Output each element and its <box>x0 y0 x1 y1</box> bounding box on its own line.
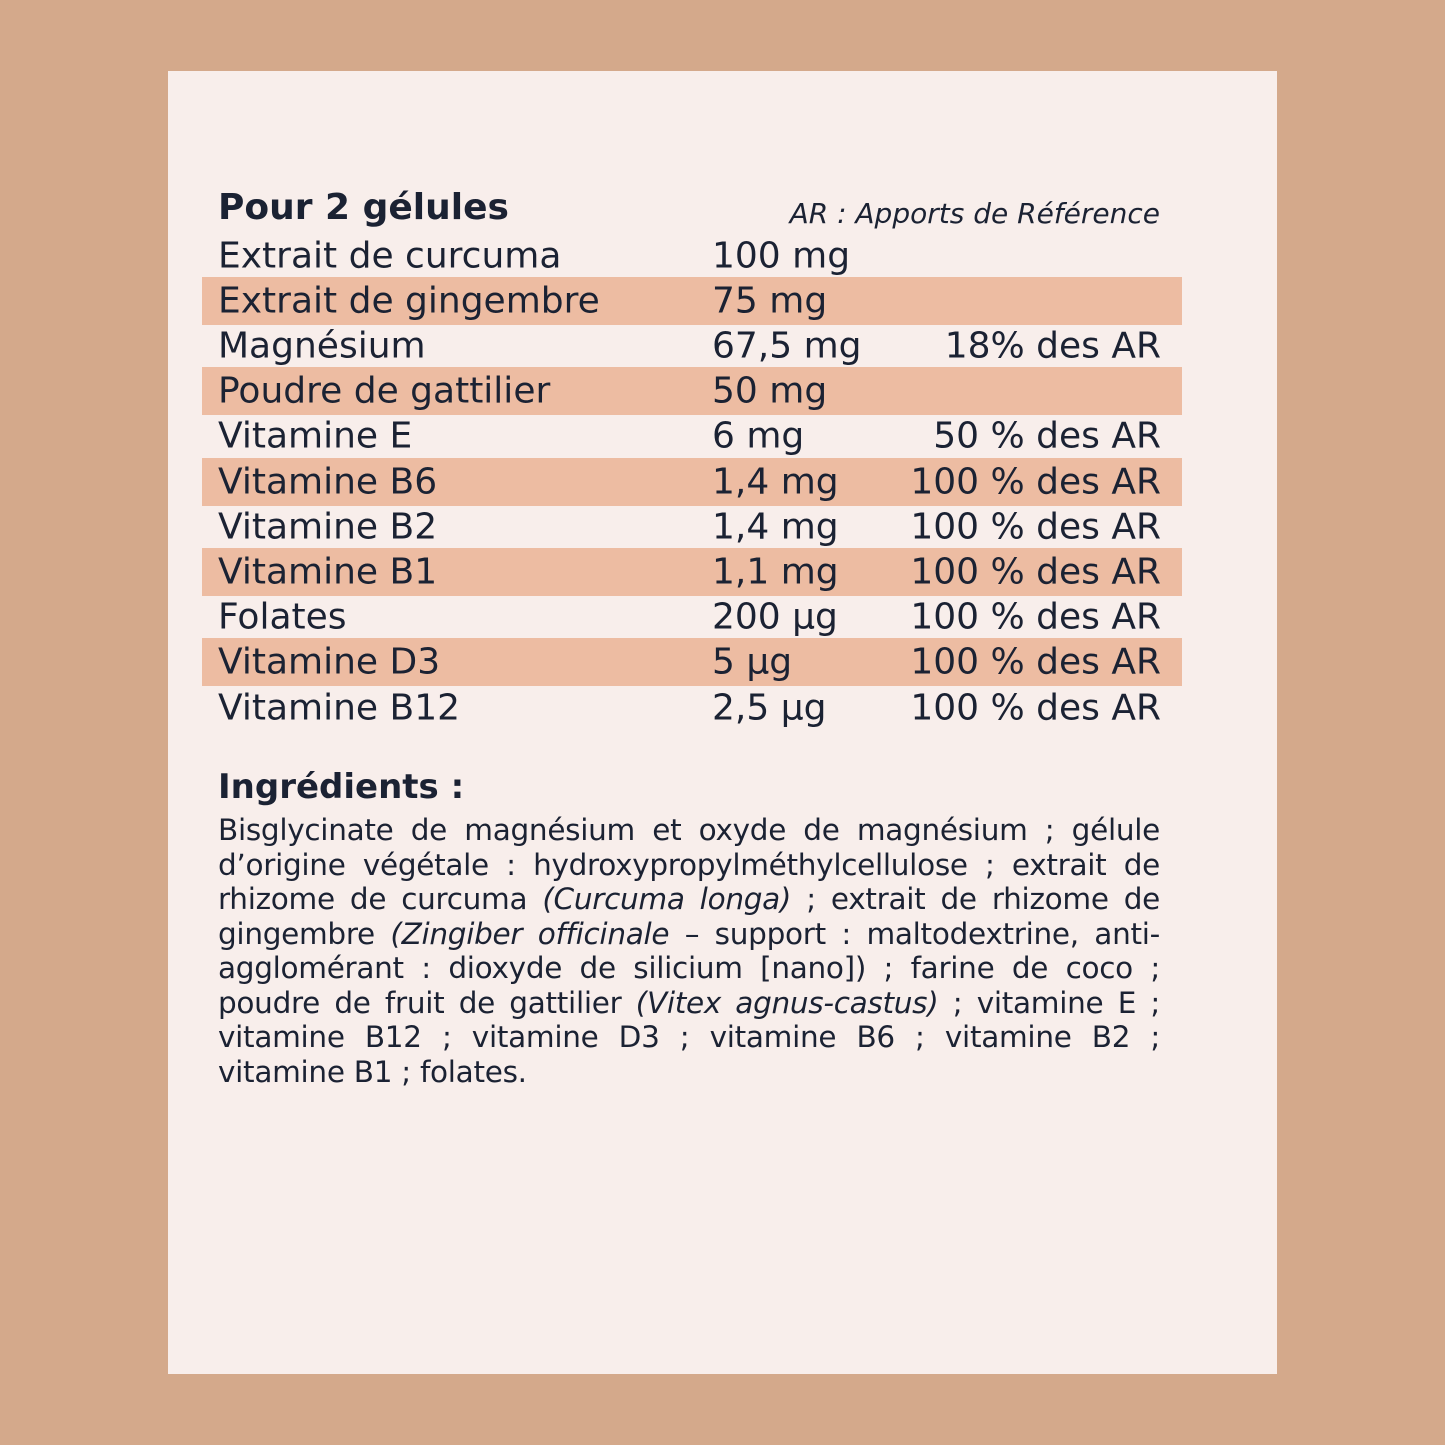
latin-name: (Curcuma longa) <box>542 882 792 916</box>
nutrient-quantity: 1,1 mg <box>712 551 839 593</box>
nutrient-reference-percent: 100 % des AR <box>910 506 1161 548</box>
nutrient-quantity: 1,4 mg <box>712 506 839 548</box>
nutrient-quantity: 5 µg <box>712 641 793 683</box>
table-header <box>218 179 1160 229</box>
nutrient-quantity: 6 mg <box>712 415 805 457</box>
table-row <box>202 504 1182 549</box>
nutrient-name: Vitamine B1 <box>218 551 438 593</box>
nutrient-quantity: 200 µg <box>712 596 838 638</box>
nutrient-quantity: 2,5 µg <box>712 687 827 729</box>
label-card <box>168 71 1277 1374</box>
nutrient-reference-percent: 100 % des AR <box>910 596 1161 638</box>
serving-title: Pour 2 gélules <box>218 187 509 228</box>
ingredients-text-part: – support : maltodextrine, anti-agglomérant : dioxyde de silicium [nano]) ; farine de coco ; poudre de fruit de gattilier <box>218 916 1160 1020</box>
nutrient-quantity: 67,5 mg <box>712 325 862 367</box>
table-row <box>202 414 1182 459</box>
nutrient-name: Vitamine B2 <box>218 506 438 548</box>
nutrient-reference-percent: 18% des AR <box>944 325 1161 367</box>
table-row <box>202 548 1182 596</box>
nutrient-name: Folates <box>218 596 347 638</box>
ingredients-text-part: ; vitamine E ; vitamine B12 ; vitamine D3 ; vitamine B6 ; vitamine B2 ; vitamine B1 ; folates. <box>218 985 1160 1089</box>
nutrient-quantity: 1,4 mg <box>712 461 839 503</box>
nutrient-name: Vitamine D3 <box>218 641 441 683</box>
table-row <box>202 685 1182 730</box>
nutrient-quantity: 50 mg <box>712 370 828 412</box>
ingredients-text-part: Bisglycinate de magnésium et oxyde de magnésium ; gélule d’origine végétale : hydroxypropylméthylcellulose ; extrait de rhizome de curcuma <box>218 813 1160 916</box>
nutrient-name: Magnésium <box>218 325 426 367</box>
nutrient-reference-percent: 100 % des AR <box>910 641 1161 683</box>
latin-name: (Zingiber officinale <box>390 916 670 951</box>
ingredients-text <box>218 813 1160 1089</box>
table-row <box>202 233 1182 278</box>
ingredients-text-part: ; extrait de rhizome de gingembre <box>218 882 1161 951</box>
nutrient-quantity: 100 mg <box>712 235 851 277</box>
table-row <box>202 638 1182 686</box>
reference-note: AR : Apports de Référence <box>789 197 1160 230</box>
nutrient-reference-percent: 100 % des AR <box>910 687 1161 729</box>
table-row <box>202 323 1182 368</box>
nutrient-quantity: 75 mg <box>712 280 828 322</box>
nutrient-name: Extrait de gingembre <box>218 280 600 322</box>
table-row <box>202 458 1182 506</box>
nutrient-name: Vitamine B6 <box>218 461 438 503</box>
nutrient-name: Vitamine B12 <box>218 687 460 729</box>
ingredients-title: Ingrédients : <box>218 767 465 807</box>
nutrient-reference-percent: 100 % des AR <box>910 551 1161 593</box>
nutrient-reference-percent: 100 % des AR <box>910 461 1161 503</box>
table-row <box>202 277 1182 325</box>
latin-name: (Vitex agnus-castus) <box>635 985 939 1020</box>
table-row <box>202 367 1182 415</box>
nutrient-name: Vitamine E <box>218 415 413 457</box>
table-row <box>202 595 1182 640</box>
nutrient-name: Extrait de curcuma <box>218 235 562 277</box>
nutrition-table <box>202 233 1182 730</box>
nutrient-reference-percent: 50 % des AR <box>933 415 1161 457</box>
nutrient-name: Poudre de gattilier <box>218 370 551 412</box>
